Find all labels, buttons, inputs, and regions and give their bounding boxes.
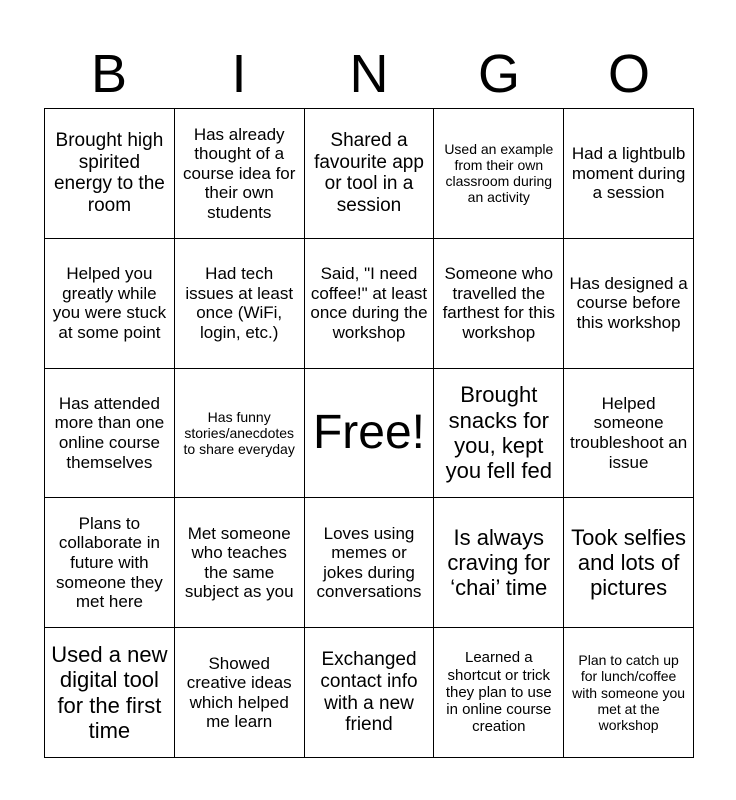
header-letter-n: N	[349, 44, 389, 104]
bingo-cell[interactable]: Helped you greatly while you were stuck at some point	[45, 239, 175, 369]
header-letter-i: I	[231, 44, 247, 104]
bingo-header	[44, 40, 694, 108]
bingo-cell[interactable]: Used an example from their own classroom during an activity	[434, 109, 564, 239]
free-space[interactable]: Free!	[305, 369, 435, 499]
bingo-cell[interactable]: Used a new digital tool for the first time	[45, 628, 175, 758]
bingo-cell[interactable]: Has already thought of a course idea for their own students	[175, 109, 305, 239]
bingo-cell[interactable]: Exchanged contact info with a new friend	[305, 628, 435, 758]
bingo-cell[interactable]: Brought snacks for you, kept you fell fed	[434, 369, 564, 499]
bingo-cell[interactable]: Learned a shortcut or trick they plan to use in online course creation	[434, 628, 564, 758]
bingo-cell[interactable]: Has attended more than one online course themselves	[45, 369, 175, 499]
bingo-cell[interactable]: Met someone who teaches the same subject as you	[175, 498, 305, 628]
header-letter-o: O	[607, 44, 650, 104]
bingo-cell[interactable]: Shared a favourite app or tool in a session	[305, 109, 435, 239]
bingo-cell[interactable]: Is always craving for ‘chai’ time	[434, 498, 564, 628]
bingo-cell[interactable]: Brought high spirited energy to the room	[45, 109, 175, 239]
bingo-cell[interactable]: Plans to collaborate in future with someone they met here	[45, 498, 175, 628]
bingo-cell[interactable]: Has designed a course before this workshop	[564, 239, 694, 369]
bingo-cell[interactable]: Someone who travelled the farthest for this workshop	[434, 239, 564, 369]
bingo-cell[interactable]: Had a lightbulb moment during a session	[564, 109, 694, 239]
bingo-cell[interactable]: Helped someone troubleshoot an issue	[564, 369, 694, 499]
bingo-cell[interactable]: Plan to catch up for lunch/coffee with someone you met at the workshop	[564, 628, 694, 758]
bingo-cell[interactable]: Had tech issues at least once (WiFi, login, etc.)	[175, 239, 305, 369]
bingo-card	[44, 108, 694, 758]
header-letter-g: G	[477, 44, 520, 104]
bingo-cell[interactable]: Took selfies and lots of pictures	[564, 498, 694, 628]
bingo-cell[interactable]: Said, "I need coffee!" at least once during the workshop	[305, 239, 435, 369]
bingo-cell[interactable]: Showed creative ideas which helped me learn	[175, 628, 305, 758]
header-letter-b: B	[90, 44, 128, 104]
bingo-cell[interactable]: Loves using memes or jokes during conversations	[305, 498, 435, 628]
bingo-cell[interactable]: Has funny stories/anecdotes to share everyday	[175, 369, 305, 499]
